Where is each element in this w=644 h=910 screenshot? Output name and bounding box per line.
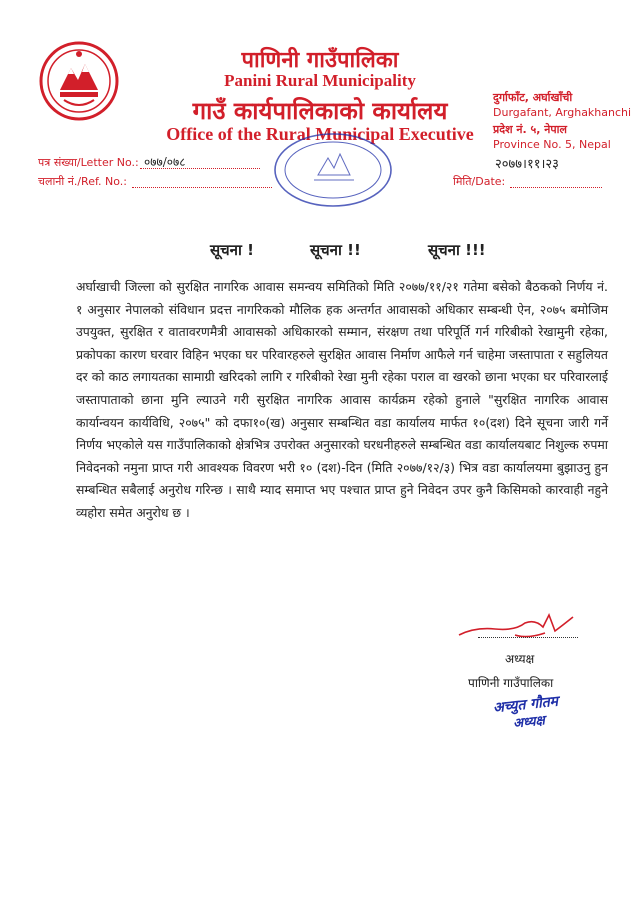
date-label: मिति/Date: <box>453 175 506 188</box>
signature-icon <box>455 605 580 645</box>
municipality-name-en: Panini Rural Municipality <box>224 71 416 90</box>
ref-no-label: चलानी नं./Ref. No.: <box>38 175 127 188</box>
letter-no-line <box>140 168 260 169</box>
notice-title-2: सूचना !! <box>310 241 361 259</box>
notice-title-1: सूचना ! <box>210 241 254 259</box>
address-np: दुर्गाफाँट, अर्घाखाँची <box>493 91 573 104</box>
municipality-name-np: पाणिनी गाउँपालिका <box>241 48 399 73</box>
signatory-title: अध्यक्ष <box>505 652 535 666</box>
notice-body: अर्घाखाची जिल्ला को सुरक्षित नागरिक आवास समन्वय समितिको मिति २०७७/११/२१ गतेमा बसेको बैठकको निर्णय नं. १ अनुसार नेपालको संविधान प्रदत्त नागरिकको मौलिक हक अन्तर्गत आवासको अधिकार सम्बन्धी ऐन, २०७५ बमोजिम उपयुक्त, सुरक्षित र वातावरणमैत्री आवासको अधिकारको सम्मान, संरक्षण तथा परिपूर्ति गर्न गरिबीको रेखामुनी रहेका, प्रकोपका कारण घरवार विहिन भएका घर परिवारहरुले सुरक्षित आवास निर्माण आफैले गर्न चाहेमा जस्तापाता र सहुलियत दर को काठ लगायतका सामाग्री खरिदको लागि र गरिबीको रेखा मुनी रहेका पराल वा खरको छाना भएका घर परिवारलाई जस्तापाताको छाना मुनि ल्याउने गरी सुरक्षित नागरिक आवास कार्यक्रम रहेको हुनाले "सुरक्षित नागरिक आवास कार्यान्वयन कार्यविधि, २०७५" को दफा१०(ख) अनुसार सम्बन्धित वडा कार्यालय मार्फत १०(दश) दिने सूचना जारी गर्ने निर्णय भएकोले यस गाउँपालिकाको क्षेत्रभित्र उपरोक्त अनुसारको घरधनीहरुले सम्बन्धित वडा कार्यालयबाट निशुल्क रुपमा निवेदनको नमुना प्राप्त गरी आवश्यक विवरण भरी १० (दश)-दिन (मिति २०७७/१२/३) भित्र वडा कार्यालयमा बुझाउनु हुन सम्बन्धित सबैलाई अनुरोध गरिन्छ । साथै म्याद समाप्त भए पश्चात प्राप्त हुने निवेदन उपर कुनै किसिमको कारवाही नहुने व्यहोरा समेत अनुरोध छ । <box>76 279 608 520</box>
office-seal-icon <box>268 130 398 210</box>
signatory-org: पाणिनी गाउँपालिका <box>468 676 554 690</box>
province-np: प्रदेश नं. ५, नेपाल <box>493 123 567 136</box>
office-name-en: Office of the Rural Municipal Executive <box>166 124 474 144</box>
letter-no-label: पत्र संख्या/Letter No.: <box>38 156 139 169</box>
date-line <box>510 187 602 188</box>
address-en: Durgafant, Arghakhanchi <box>493 106 632 119</box>
letter-no-value: ०७७/०७८ <box>144 155 186 169</box>
signature-line <box>478 637 578 638</box>
province-en: Province No. 5, Nepal <box>493 138 611 151</box>
date-handwritten: २०७७।११।२३ <box>495 157 559 172</box>
name-stamp: अच्युत गौतम <box>492 693 559 717</box>
office-name-np: गाउँ कार्यपालिकाको कार्यालय <box>192 97 448 125</box>
title-stamp: अध्यक्ष <box>512 713 546 732</box>
nepal-emblem-icon <box>38 40 120 122</box>
notice-title-3: सूचना !!! <box>428 241 486 259</box>
ref-no-line <box>132 187 272 188</box>
